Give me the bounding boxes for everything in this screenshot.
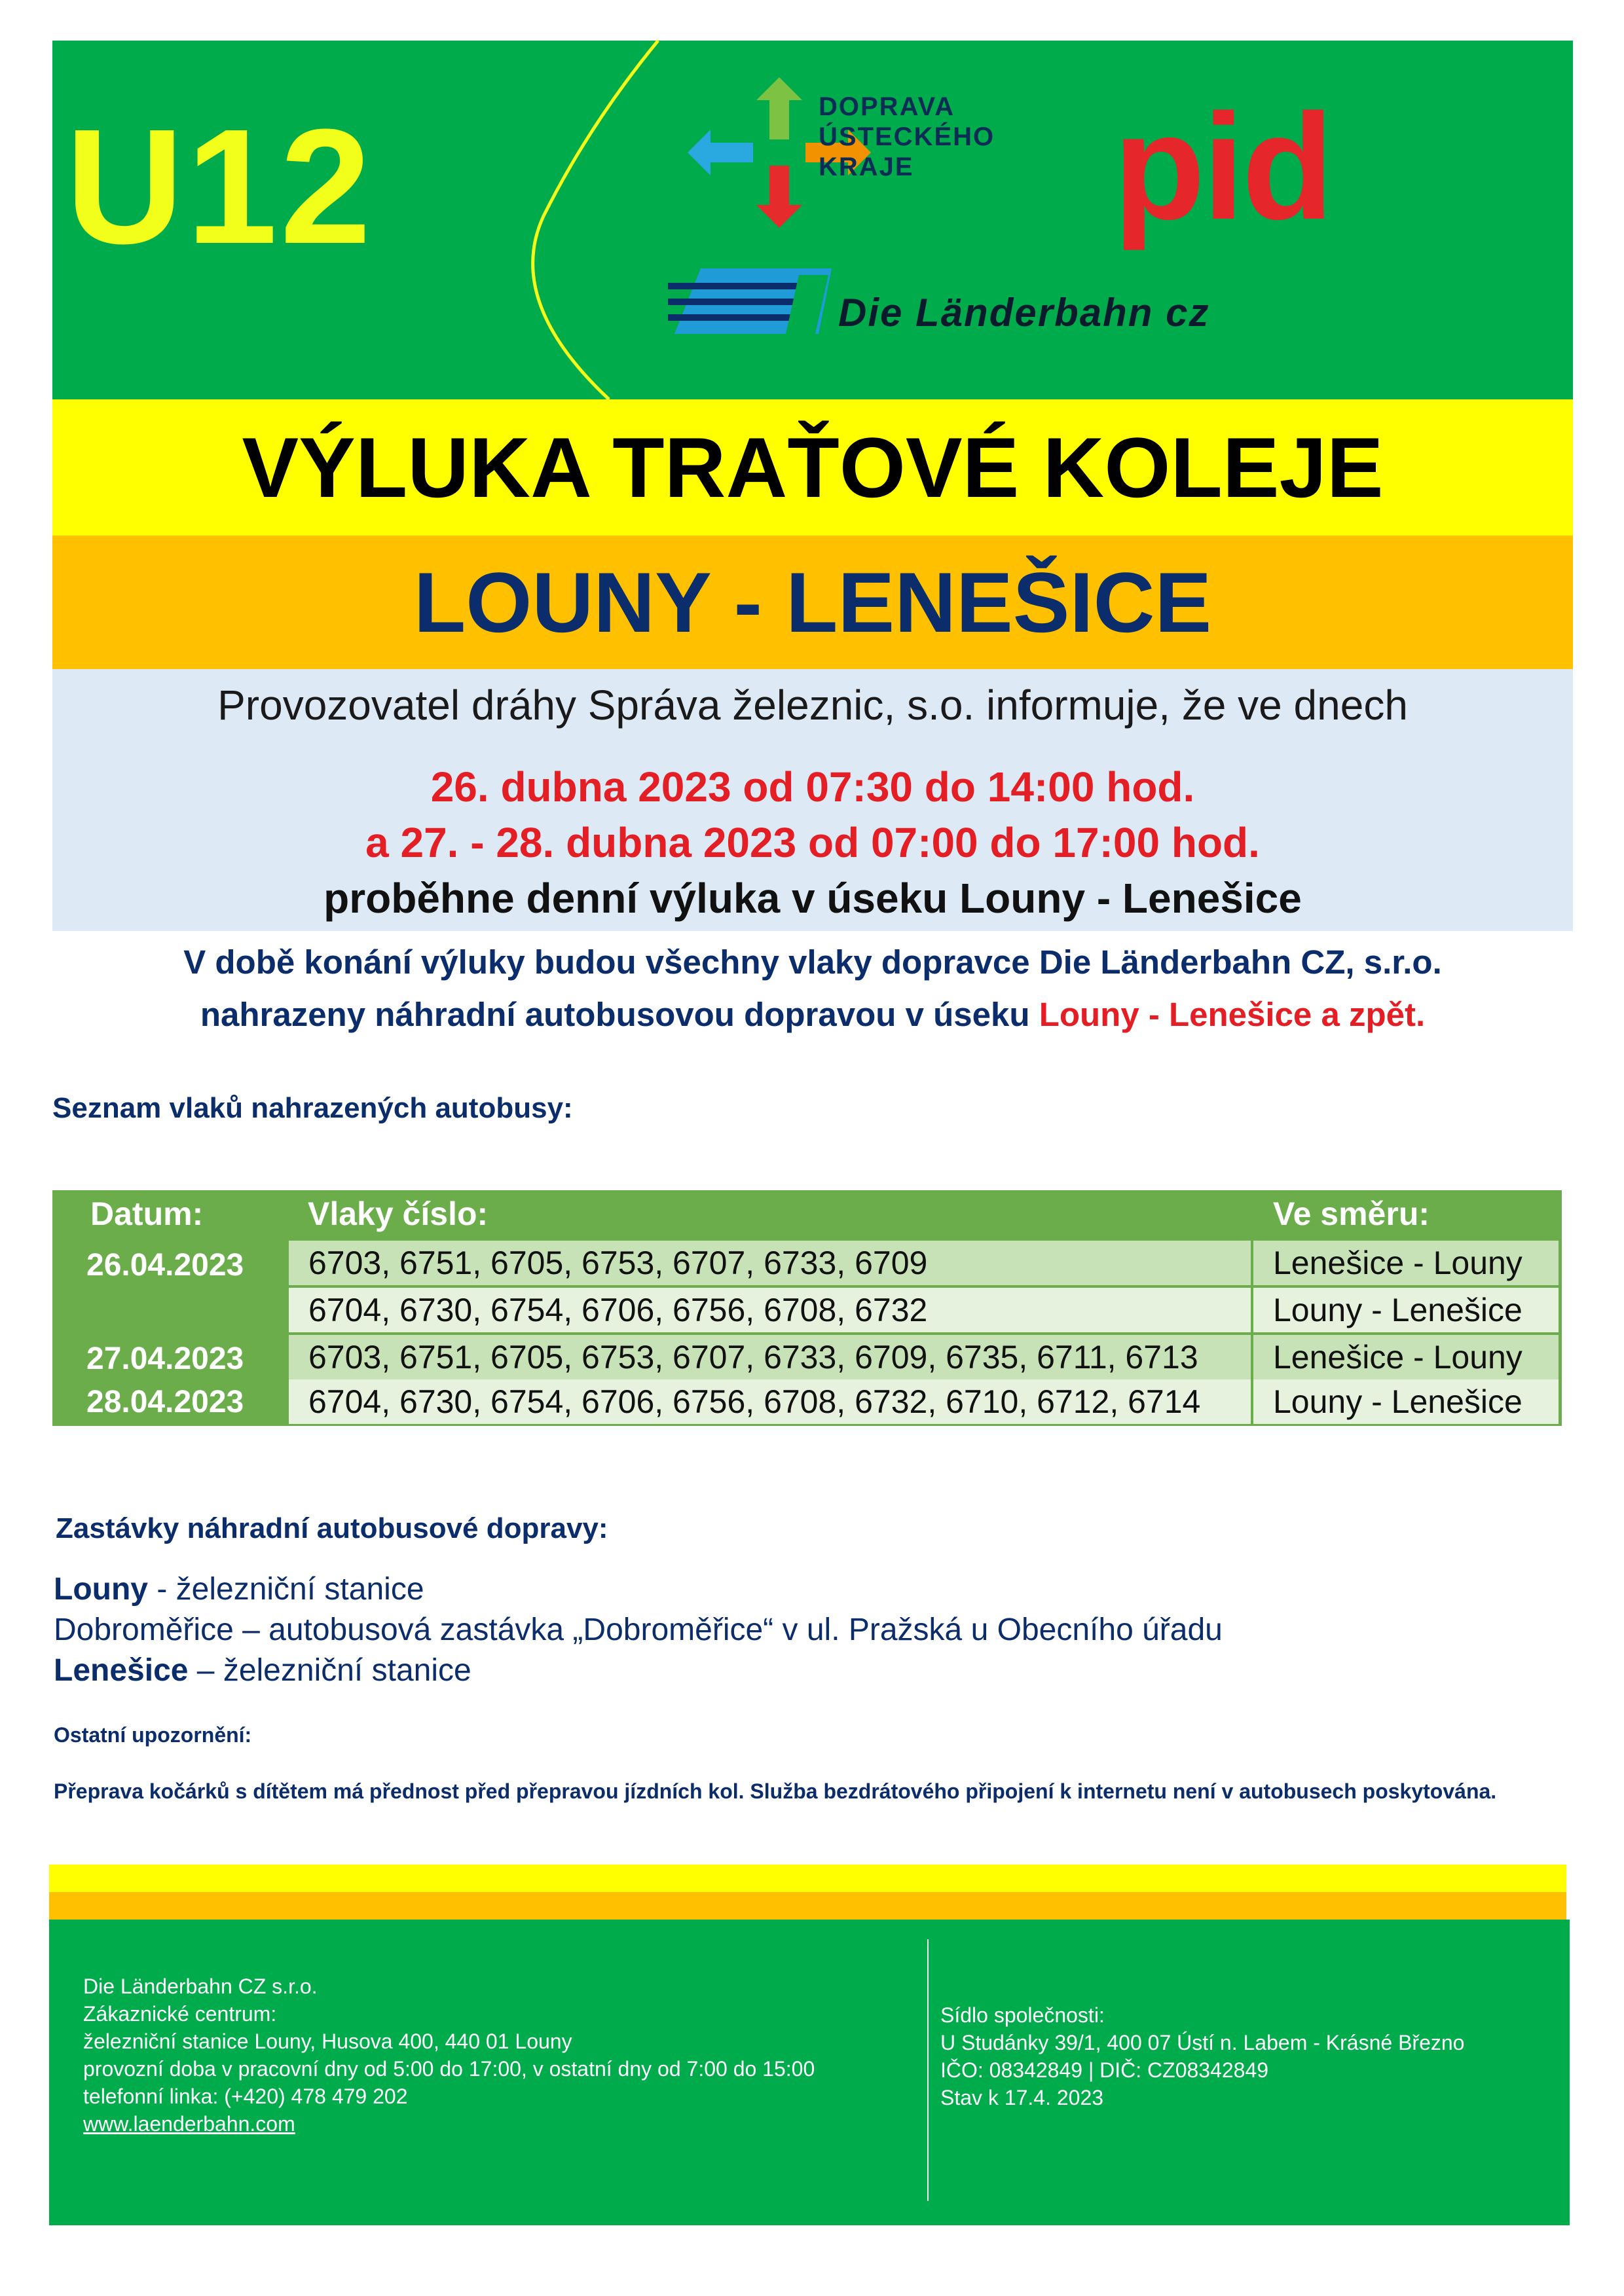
footer-company: Die Länderbahn CZ s.r.o. [83,1975,318,1998]
replacement-notice-line-2 [52,995,1573,1034]
info-intro: Provozovatel dráhy Správa železnic, s.o. informuje, že ve dnech [217,682,1408,729]
route-name: LOUNY - LENEŠICE [413,555,1212,650]
footer-phone: telefonní linka: (+420) 478 479 202 [83,2085,408,2108]
footer-website-link[interactable]: www.laenderbahn.com [83,2112,295,2136]
closure-date-1: 26. dubna 2023 od 07:30 do 14:00 hod. [430,763,1195,811]
footer-company-ids: IČO: 08342849 | DIČ: CZ08342849 [940,2058,1269,2082]
footer-divider [927,1939,929,2201]
laenderbahn-logo-icon [668,268,838,340]
replacement-prefix: nahrazeny náhradní autobusovou dopravou v úseku [200,996,1039,1033]
notes-body: Přeprava kočárků s dítětem má přednost před přepravou jízdních kol. Služba bezdrátového připojení k internetu není v autobusech poskytována. [54,1779,1497,1803]
footer-seat-address: U Studánky 39/1, 400 07 Ústí n. Labem - Krásné Březno [940,2031,1465,2054]
stop-item [54,1571,424,1607]
route-code: U12 [65,95,374,278]
stop-desc: - železniční stanice [147,1572,424,1607]
closure-date-2: a 27. - 28. dubna 2023 od 07:00 do 17:00 hod. [365,819,1260,866]
table-date: 26.04.2023 [86,1248,244,1283]
table-cell-direction: Lenešice - Louny [1253,1335,1559,1379]
due-logo-text [819,92,995,182]
stop-name: Louny [54,1572,148,1607]
notes-heading: Ostatní upozornění: [54,1723,252,1747]
table-header-trains: Vlaky číslo: [308,1195,489,1232]
train-list-heading: Seznam vlaků nahrazených autobusy: [52,1092,573,1124]
stops-heading: Zastávky náhradní autobusové dopravy: [56,1512,608,1544]
table-cell-trains: 6703, 6751, 6705, 6753, 6707, 6733, 6709 [289,1241,1251,1285]
footer-yellow-stripe [49,1865,1566,1892]
stop-name: Dobroměřice [54,1613,234,1647]
table-header-date: Datum: [90,1195,204,1232]
footer-status-date: Stav k 17.4. 2023 [940,2086,1104,2109]
stop-desc: – železniční stanice [188,1653,471,1688]
footer-orange-stripe [49,1892,1566,1920]
table-cell-trains: 6704, 6730, 6754, 6706, 6756, 6708, 6732 [289,1288,1251,1332]
footer-customer-center: Zákaznické centrum: [83,2002,277,2026]
stop-item [54,1612,1223,1648]
table-cell-direction: Lenešice - Louny [1253,1241,1559,1285]
footer-address: železniční stanice Louny, Husova 400, 440 01 Louny [83,2030,572,2053]
info-outro: proběhne denní výluka v úseku Louny - Lenešice [323,875,1302,922]
table-cell-trains: 6703, 6751, 6705, 6753, 6707, 6733, 6709, 6735, 6711, 6713 [289,1335,1251,1379]
table-date: 28.04.2023 [86,1385,244,1419]
replacement-notice-line-1: V době konání výluky budou všechny vlaky dopravce Die Länderbahn CZ, s.r.o. [183,943,1442,981]
table-cell-direction: Louny - Lenešice [1253,1288,1559,1332]
page-title: VÝLUKA TRAŤOVÉ KOLEJE [242,420,1384,515]
footer-opening-hours: provozní doba v pracovní dny od 5:00 do 17:00, v ostatní dny od 7:00 do 15:00 [83,2057,815,2081]
pid-logo: pid [1113,82,1331,251]
due-logo-line: ÚSTECKÉHO [819,122,995,151]
table-cell-direction: Louny - Lenešice [1253,1379,1559,1424]
stop-item [54,1652,471,1688]
footer-seat-label: Sídlo společnosti: [940,2003,1105,2027]
replacement-highlight: Louny - Lenešice a zpět. [1039,996,1426,1033]
due-logo-line: DOPRAVA [819,92,955,121]
laenderbahn-logo-text: Die Länderbahn cz [838,291,1210,335]
table-cell-trains: 6704, 6730, 6754, 6706, 6756, 6708, 6732, 6710, 6712, 6714 [289,1379,1251,1424]
table-date: 27.04.2023 [86,1341,244,1376]
due-logo-line: KRAJE [819,153,914,181]
stop-desc: – autobusová zastávka „Dobroměřice“ v ul. Pražská u Obecního úřadu [233,1613,1223,1647]
table-header-direction: Ve směru: [1273,1195,1430,1232]
stop-name: Lenešice [54,1653,189,1688]
